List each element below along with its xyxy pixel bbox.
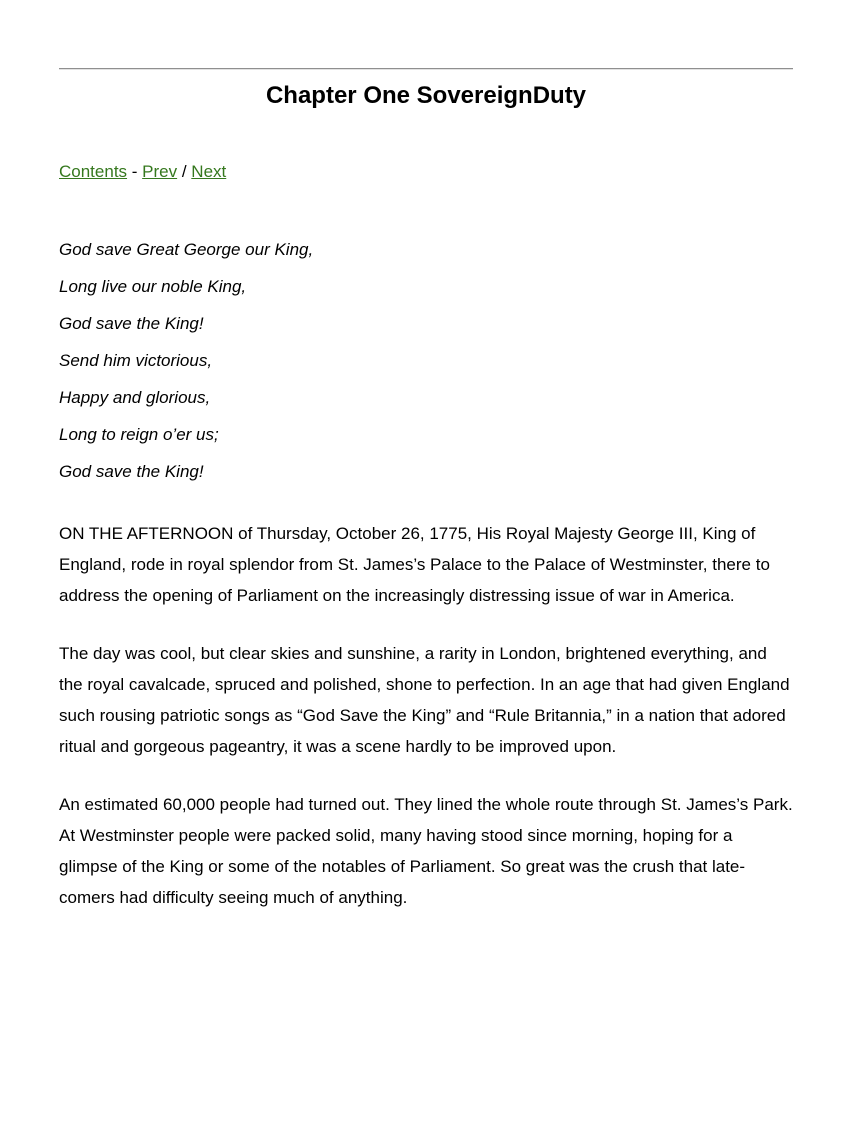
nav-separator-dash: - — [127, 162, 143, 181]
contents-link[interactable]: Contents — [59, 162, 128, 181]
anthem-verse — [59, 240, 793, 482]
verse-line: Long to reign o’er us; — [59, 425, 219, 444]
verse-line: Happy and glorious, — [59, 388, 211, 407]
section-divider — [59, 68, 793, 70]
prev-link[interactable]: Prev — [142, 162, 178, 181]
verse-line: Send him victorious, — [59, 351, 213, 370]
verse-line: God save Great George our King, — [59, 240, 314, 259]
verse-line: Long live our noble King, — [59, 277, 247, 296]
body-paragraph: An estimated 60,000 people had turned out. They lined the whole route through St. James’s Park. At Westminster people were packed solid, many having stood since morning, hoping for a glimpse of the King or some of the notables of Parliament. So great was the crush that late-comers had difficulty seeing much of anything. — [59, 795, 793, 907]
chapter-page — [59, 68, 793, 913]
body-paragraph: The day was cool, but clear skies and sunshine, a rarity in London, brightened everything, and the royal cavalcade, spruced and polished, shone to perfection. In an age that had given England such rousing patriotic songs as “God Save the King” and “Rule Britannia,” in a nation that adored ritual and gorgeous pageantry, it was a scene hardly to be improved upon. — [59, 644, 790, 756]
next-link[interactable]: Next — [191, 162, 227, 181]
verse-line: God save the King! — [59, 462, 204, 481]
verse-line: God save the King! — [59, 314, 204, 333]
body-paragraph: ON THE AFTERNOON of Thursday, October 26, 1775, His Royal Majesty George III, King of England, rode in royal splendor from St. James’s Palace to the Palace of Westminster, there to address the opening of Parliament on the increasingly distressing issue of war in America. — [59, 524, 770, 605]
chapter-nav — [59, 162, 793, 182]
nav-separator-slash: / — [177, 162, 192, 181]
chapter-body — [59, 518, 793, 913]
chapter-title: Chapter One SovereignDuty — [265, 82, 587, 109]
